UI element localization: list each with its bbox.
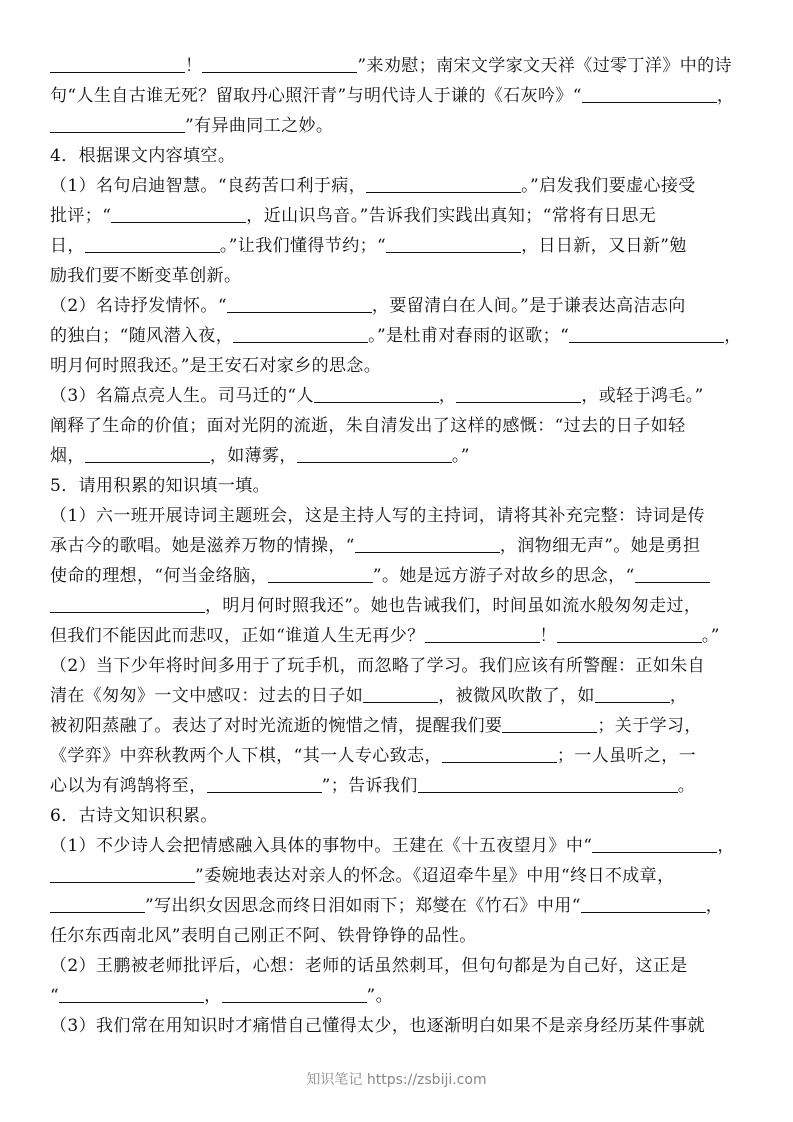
text-line: ”写出织女因思念而终日泪如雨下；郑燮在《竹石》中用“ ，: [50, 894, 750, 918]
answer-blank[interactable]: [366, 176, 521, 193]
answer-blank[interactable]: [456, 386, 581, 403]
answer-blank[interactable]: [59, 986, 204, 1003]
text-line: 心以为有鸿鹄将至， ”；告诉我们 。: [50, 776, 696, 796]
answer-blank[interactable]: [233, 326, 368, 343]
text-line: （3）我们常在用知识时才痛惜自己懂得太少，也逐渐明白如果不是亲身经历某件事就: [50, 1016, 706, 1036]
answer-blank[interactable]: [569, 326, 724, 343]
text-line: 但我们不能因此而悲叹，正如“谁道人生无再少？ ！ 。”: [50, 626, 720, 646]
text-line: ”委婉地表达对亲人的怀念。《迢迢牵牛星》中用“终日不成章，: [50, 864, 750, 888]
answer-blank[interactable]: [425, 626, 540, 643]
answer-blank[interactable]: [222, 986, 367, 1003]
answer-blank[interactable]: [50, 56, 185, 73]
text-line: 烟， ，如薄雾， 。”: [50, 446, 470, 466]
answer-blank[interactable]: [595, 686, 670, 703]
text-line: 批评；“ ，近山识鸟音。”告诉我们实践出真知；“常将有日思无: [50, 206, 657, 226]
text-line: 日， 。”让我们懂得节约；“ ，日日新，又日新”勉: [50, 236, 687, 256]
text-line: ”有异曲同工之妙。: [50, 114, 750, 138]
answer-blank[interactable]: [297, 446, 452, 463]
answer-blank[interactable]: [502, 716, 597, 733]
text-line: 励我们要不断变革创新。: [50, 266, 242, 286]
text-line: 明月何时照我还。”是王安石对家乡的思念。: [50, 356, 382, 376]
text-line: （1）六一班开展诗词主题班会，这是主持人写的主持词，请将其补充完整：诗词是传: [50, 506, 706, 526]
text-line: 阐释了生命的价值；面对光阴的流逝，朱自清发出了这样的感慨：“过去的日子如轻: [50, 416, 686, 436]
text-line: （3）名篇点亮人生。司马迁的“人 ， ，或轻于鸿毛。”: [50, 386, 704, 406]
text-line: 任尔东西南北风”表明自己刚正不阿、铁骨铮铮的品性。: [50, 926, 477, 946]
text-line: “ ， ”。: [50, 986, 393, 1006]
answer-blank[interactable]: [50, 116, 185, 133]
text-line: （2）名诗抒发情怀。“ ，要留清白在人间。”是于谦表达高洁志向: [50, 296, 686, 316]
question-heading: 6．古诗文知识积累。: [50, 806, 218, 826]
text-line: 承古今的歌唱。她是滋养万物的情操，“ ，润物细无声”。她是勇担: [50, 536, 701, 556]
text-line: 《学弈》中弈秋教两个人下棋，“其一人专心致志， ；一人虽听之，一: [50, 746, 697, 766]
text-line: （1）名句启迪智慧。“良药苦口利于病， 。”启发我们要虚心接受: [50, 176, 696, 196]
answer-blank[interactable]: [85, 446, 210, 463]
answer-blank[interactable]: [50, 596, 205, 613]
text-line: 的独白；“随风潜入夜， 。”是杜甫对春雨的讴歌；“ ，: [50, 326, 742, 346]
answer-blank[interactable]: [592, 836, 717, 853]
answer-blank[interactable]: [355, 536, 500, 553]
answer-blank[interactable]: [635, 566, 710, 583]
answer-blank[interactable]: [227, 296, 372, 313]
answer-blank[interactable]: [582, 86, 717, 103]
answer-blank[interactable]: [386, 236, 521, 253]
answer-blank[interactable]: [50, 866, 195, 883]
answer-blank[interactable]: [202, 56, 357, 73]
question-heading: 5．请用积累的知识填一填。: [50, 476, 271, 496]
text-line: 清在《匆匆》一文中感叹：过去的日子如 ，被微风吹散了，如 ，: [50, 686, 688, 706]
text-line: ，明月何时照我还”。她也告诫我们，时间虽如流水般匆匆走过，: [50, 594, 750, 618]
text-line: （1）不少诗人会把情感融入具体的事物中。王建在《十五夜望月》中“ ，: [50, 836, 735, 856]
text-line: （2）当下少年将时间多用于了玩手机，而忽略了学习。我们应该有所警醒：正如朱自: [50, 656, 706, 676]
answer-blank[interactable]: [50, 896, 145, 913]
answer-blank[interactable]: [581, 896, 706, 913]
answer-blank[interactable]: [111, 206, 246, 223]
answer-blank[interactable]: [442, 746, 557, 763]
answer-blank[interactable]: [418, 776, 678, 793]
footer-watermark: 知识笔记 https://zsbiji.com: [306, 1072, 487, 1088]
answer-blank[interactable]: [85, 236, 220, 253]
text-line: （2）王鹏被老师批评后，心想：老师的话虽然刺耳，但句句都是为自己好，这正是: [50, 956, 688, 976]
answer-blank[interactable]: [268, 566, 373, 583]
answer-blank[interactable]: [557, 626, 702, 643]
answer-blank[interactable]: [363, 686, 438, 703]
answer-blank[interactable]: [207, 776, 322, 793]
text-line: ！ ”来劝慰；南宋文学家文天祥《过零丁洋》中的诗: [50, 54, 750, 78]
text-line: 被初阳蒸融了。表达了对时光流逝的惋惜之情，提醒我们要 ；关于学习，: [50, 716, 702, 736]
question-heading: 4．根据课文内容填空。: [50, 146, 236, 166]
answer-blank[interactable]: [314, 386, 439, 403]
text-line: 句“人生自古谁无死？留取丹心照汗青”与明代诗人于谦的《石灰吟》“ ，: [50, 86, 735, 106]
text-line: 使命的理想，“何当金络脑， ”。她是远方游子对故乡的思念，“: [50, 564, 750, 588]
